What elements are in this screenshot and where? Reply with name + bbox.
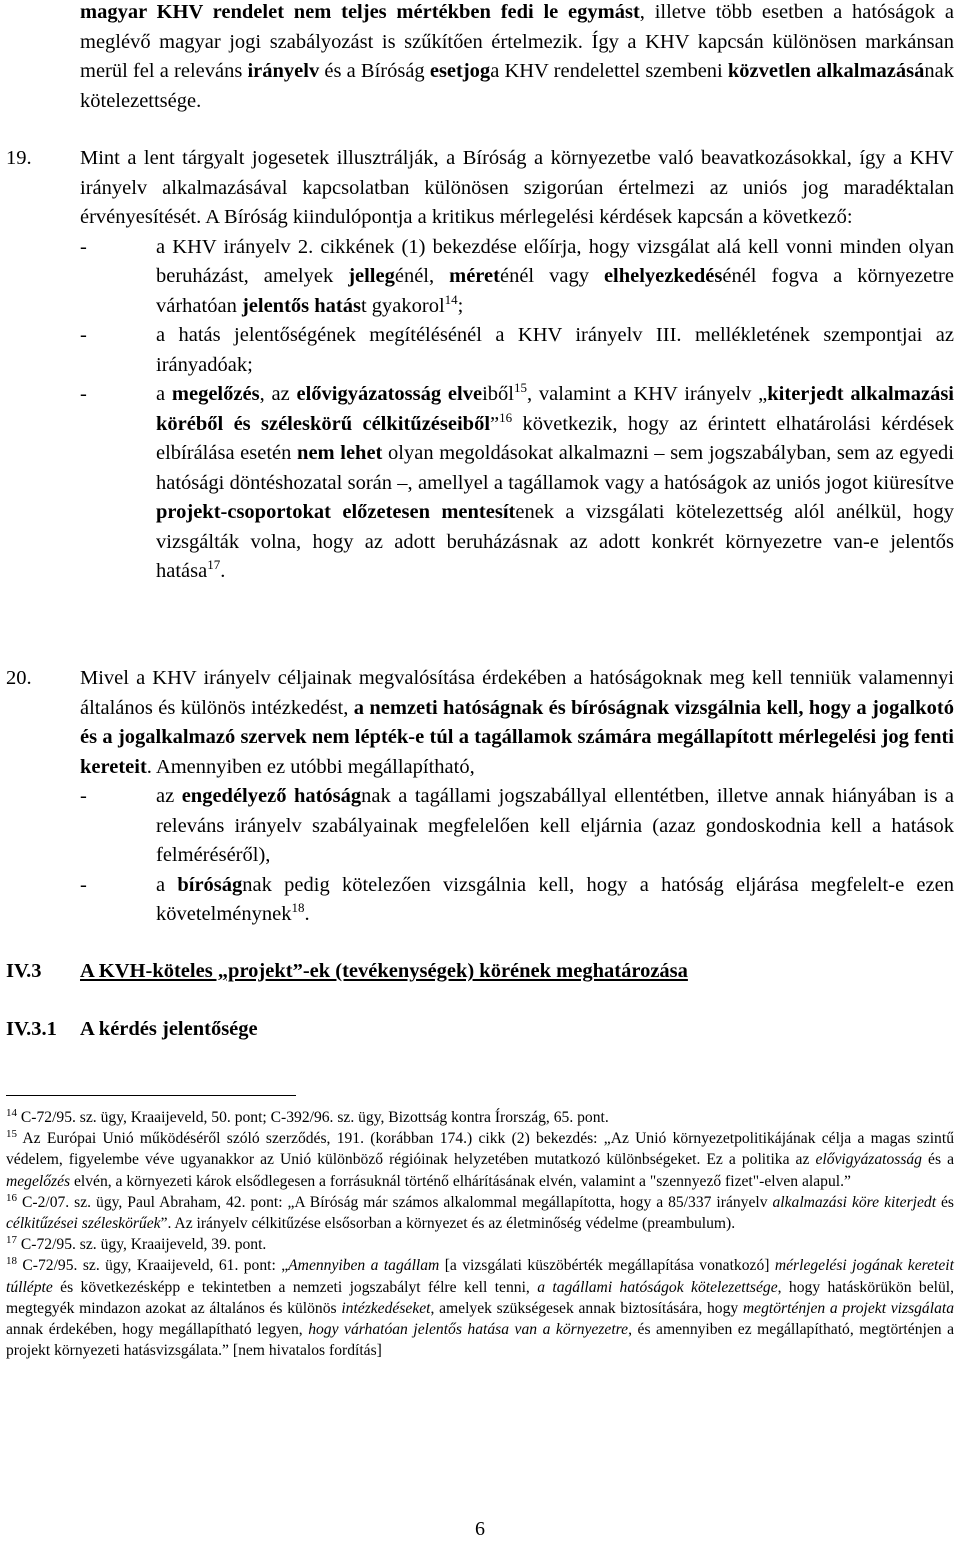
top-paragraph xyxy=(80,0,954,116)
section-number-iv31: IV.3.1 xyxy=(6,1018,57,1040)
text-bold: jelentős hatás xyxy=(241,294,361,317)
list-dash: - xyxy=(80,383,87,405)
paragraph-number-19: 19. xyxy=(6,147,32,169)
text: C-72/95. sz. ügy, Kraaijeveld, 50. pont; C-392/96. sz. ügy, Bizottság kontra Írország, 65. pont. xyxy=(17,1109,609,1126)
list-item-19-3 xyxy=(80,380,955,587)
text-italic: megelőzés xyxy=(6,1172,71,1190)
text: énél fogva a környezetre várhatóan xyxy=(156,265,954,317)
text: és következésképp e tekintetben a nemzeti jogszabályt félre kell tenni, xyxy=(52,1278,538,1296)
text: annak érdekében, hogy megállapítható legyen, xyxy=(6,1321,309,1339)
footnotes xyxy=(6,1107,954,1361)
text: ; xyxy=(457,294,464,317)
list-dash: - xyxy=(80,785,87,807)
paragraph-19-intro: Mint a lent tárgyalt jogesetek illusztrálják, a Bíróság a környezetbe való beavatkozásokkal, így a KHV irányelv alkalmazásával kapcsolatban különösen szigorúan értelmezi az uniós jog maradéktalan érvényesítését. A Bíróság kiindulópontja a kritikus mérlegelési kérdések kapcsán a következő: xyxy=(80,147,954,228)
paragraph-19 xyxy=(80,144,954,587)
list-item-19-2 xyxy=(80,321,954,380)
text: és xyxy=(936,1193,954,1211)
paragraph-20 xyxy=(80,664,954,930)
text: az xyxy=(156,785,182,807)
footnote-14 xyxy=(6,1107,954,1128)
footnote-16 xyxy=(6,1192,954,1234)
page-number: 6 xyxy=(475,1518,485,1540)
footnote-number: 18 xyxy=(6,1255,17,1268)
text: ”. Az irányelv célkitűzése elsősorban a környezet és az életminőség védelme (preambulum). xyxy=(160,1215,736,1233)
text-italic: mérlegelési jogának kereteit túllépte xyxy=(6,1257,954,1296)
text: a xyxy=(156,383,172,405)
text: C-72/95. sz. ügy, Kraaijeveld, 61. pont: „ xyxy=(17,1257,289,1275)
text-italic: megtörténjen a projekt vizsgálata xyxy=(742,1299,954,1317)
list-item-20-1 xyxy=(80,782,955,871)
text-bold: a nemzeti hatóságnak és bíróságnak vizsgálnia kell, hogy a jogalkotó és a jogalkalmazó szervek nem lépték-e túl a tagállamok számára megállapított mérlegelési jog fenti kereteit xyxy=(80,696,955,778)
text: olyan megoldásokat alkalmazni – sem jogszabályban, sem az egyedi hatósági döntéshozatal során –, amellyel a tagállamok vagy a hatóságok az uniós jogot kiüresítve xyxy=(156,442,955,494)
text-bold: engedélyező hatóság xyxy=(181,785,362,807)
footnote-separator xyxy=(6,1095,296,1096)
text: Mivel a KHV irányelv céljainak megvalósítása érdekében a hatóságoknak meg kell tenniük valamennyi általános és különös intézkedést, xyxy=(80,667,954,719)
footnote-number: 14 xyxy=(6,1106,17,1119)
list-item-19-1 xyxy=(80,233,954,322)
text: , az xyxy=(259,383,297,405)
text-bold: irányelv xyxy=(247,60,320,82)
text: következik, hogy az érintett elhatárolási kérdések elbírálása esetén xyxy=(156,412,954,464)
text-italic: a tagállami hatóságok kötelezettsége xyxy=(537,1278,778,1296)
text: C-72/95. sz. ügy, Kraaijeveld, 39. pont. xyxy=(17,1236,267,1254)
text: , valamint a KHV irányelv „ xyxy=(526,383,768,405)
text: , hogy hatáskörükön belül, megtegyék mindazon azokat az általános és különös xyxy=(6,1278,954,1317)
list-dash: - xyxy=(80,324,87,346)
text: , amelyek szükségesek annak biztosítására, hogy xyxy=(430,1299,743,1317)
footnote-ref-15[interactable]: 15 xyxy=(513,380,527,396)
footnote-number: 15 xyxy=(6,1128,17,1141)
text-bold: megelőzés xyxy=(171,383,260,405)
list-item-20-2 xyxy=(80,871,954,930)
text-italic: alkalmazási köre kiterjedt xyxy=(772,1193,937,1211)
text: a hatás jelentőségének megítélésénél a KHV irányelv III. mellékletének szempontjai az irányadóak; xyxy=(156,324,954,376)
text: Az Európai Unió működéséről szóló szerződés, 191. (korábban 174.) cikk (2) bekezdés: „Az Unió környezetpolitikájának célja a magas szintű védelem, figyelembe véve ugyanakkor az Unió különböző régióinak helyzetében mutatkozó különbségeket. Ez a politika az xyxy=(6,1130,954,1169)
text: a KHV rendelettel szembeni xyxy=(490,60,728,82)
text-italic: intézkedéseket xyxy=(341,1299,431,1317)
text: nak kötelezettsége. xyxy=(80,60,954,112)
text: a xyxy=(156,873,178,896)
text-bold: méret xyxy=(449,265,500,287)
text-bold: bíróság xyxy=(177,873,243,896)
text: nak a tagállami jogszabállyal ellentétben, illetve annak hiányában is a releváns irányelv szabályainak megfelelően kell eljárnia (azaz gondoskodnia kell a hatások felméréséről), xyxy=(156,785,955,866)
text-italic: hogy várhatóan jelentős hatása van a környezetre xyxy=(308,1321,629,1339)
text: a KHV irányelv 2. cikkének (1) bekezdése előírja, hogy vizsgálat alá kell vonni minden olyan beruházást, amelyek xyxy=(156,235,954,287)
text-italic: Amennyiben a tagállam xyxy=(288,1257,440,1275)
footnote-ref-17[interactable]: 17 xyxy=(207,557,221,573)
text-bold: elhelyezkedés xyxy=(603,265,723,287)
text: . xyxy=(304,903,310,925)
text-bold: elővigyázatosság elve xyxy=(296,383,483,405)
text: enek a vizsgálati kötelezettség alól anélkül, hogy vizsgálták volna, hogy az adott beruházásnak az adott konkrét környezetre van-e jelentős hatása xyxy=(156,501,955,582)
text: , és amennyiben ez megállapítható, megtörténjen a projekt környezeti hatásvizsgálata.” [nem hivatalos fordítás] xyxy=(6,1321,954,1360)
text: ” xyxy=(490,412,500,435)
text: énél, xyxy=(394,265,450,287)
section-title-iv31: A kérdés jelentősége xyxy=(80,1018,258,1040)
footnote-18 xyxy=(6,1255,954,1361)
text-bold: közvetlen alkalmazásá xyxy=(727,60,925,82)
text-bold: jelleg xyxy=(348,265,395,287)
footnote-17 xyxy=(6,1234,954,1255)
section-title-iv3: A KVH-köteles „projekt”-ek (tevékenységek) körének meghatározása xyxy=(80,960,688,982)
text: és a Bíróság xyxy=(319,60,430,82)
text-bold: magyar KHV rendelet nem teljes mértékben fedi le egymást xyxy=(80,1,640,23)
text: iből xyxy=(482,383,514,405)
list-dash: - xyxy=(80,235,87,258)
footnote-15 xyxy=(6,1128,954,1192)
text: , illetve több esetben a hatóságok a meglévő magyar jogi szabályozást is szűkítően értelmezik. Így a KHV kapcsán különösen markánsan merül fel a releváns xyxy=(80,1,955,82)
text: énél vagy xyxy=(499,265,604,287)
footnote-number: 16 xyxy=(6,1191,17,1204)
section-number-iv3: IV.3 xyxy=(6,960,42,982)
text: C-2/07. sz. ügy, Paul Abraham, 42. pont: „A Bíróság már számos alkalommal megállapította, hogy a 85/337 irányelv xyxy=(17,1193,773,1211)
text-italic: elővigyázatosság xyxy=(815,1151,922,1169)
list-dash: - xyxy=(80,873,87,896)
footnote-ref-18[interactable]: 18 xyxy=(291,900,305,916)
text-bold: projekt-csoportokat előzetesen mentesít xyxy=(156,501,516,523)
text: elvén, a környezeti károk elsődlegesen a forrásuknál történő elhárításának elvén, valamint a "szennyező fizet"-elven alapul.” xyxy=(70,1172,851,1190)
text: t gyakorol xyxy=(360,294,445,317)
paragraph-number-20: 20. xyxy=(6,667,32,689)
text: [a vizsgálati küszöbérték megállapítása vonatkozó] xyxy=(439,1257,775,1275)
text: és a xyxy=(921,1151,954,1169)
text: . xyxy=(220,560,226,582)
text-bold: nem lehet xyxy=(297,442,383,464)
text-bold: esetjog xyxy=(429,60,491,82)
text: . Amennyiben ez utóbbi megállapítható, xyxy=(146,755,475,778)
text-italic: célkitűzései széleskörűek xyxy=(6,1215,161,1233)
footnote-ref-16[interactable]: 16 xyxy=(499,409,513,425)
footnote-ref-14[interactable]: 14 xyxy=(444,291,458,307)
footnote-number: 17 xyxy=(6,1234,17,1247)
text: nak pedig kötelezően vizsgálnia kell, hogy a hatóság eljárása megfelelt-e ezen követelménynek xyxy=(156,873,954,925)
text-bold: kiterjedt alkalmazási köréből és széleskörű célkitűzéseiből xyxy=(156,383,955,435)
paragraph-20-intro xyxy=(80,664,954,782)
